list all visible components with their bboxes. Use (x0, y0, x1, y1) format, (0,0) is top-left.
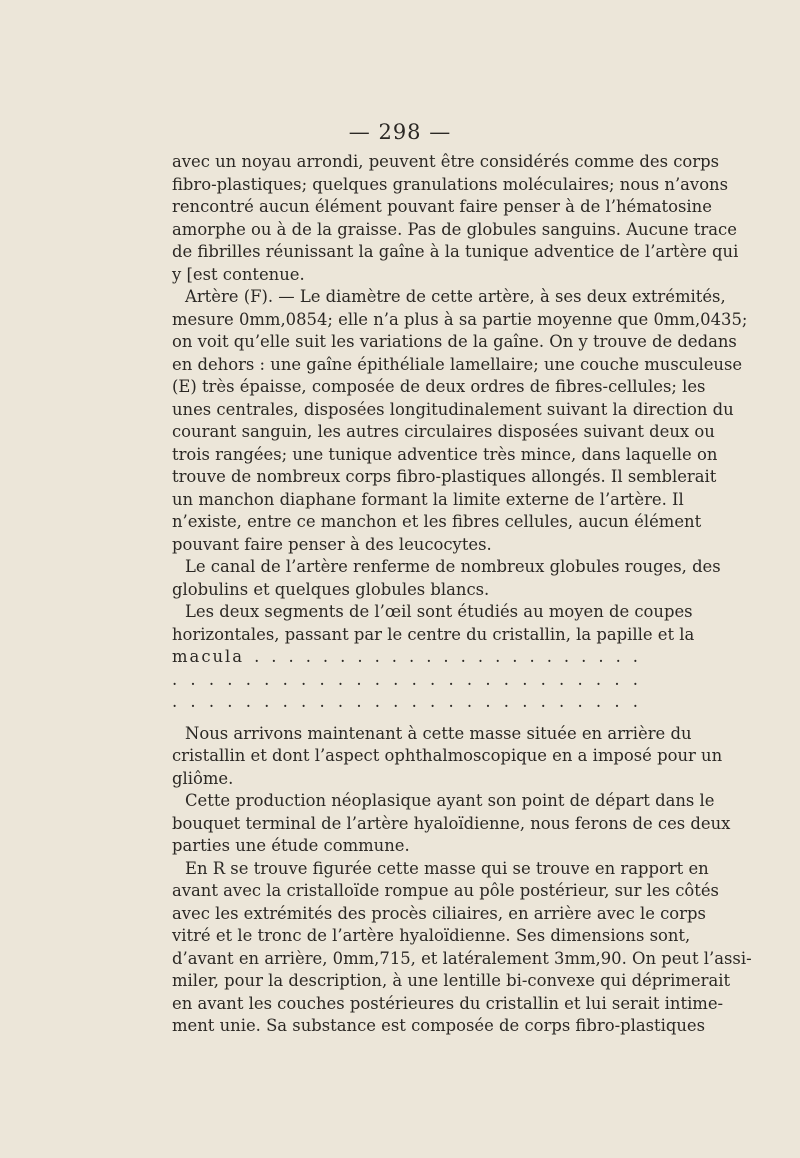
text-line: en avant les couches postérieures du cristallin et lui serait intime- (172, 993, 724, 1013)
text-line: macula . . . . . . . . . . . . . . . . . . . . . . . (172, 647, 640, 666)
text-line: pouvant faire penser à des leucocytes. (172, 534, 492, 554)
text-line: avant avec la cristalloïde rompue au pôle postérieur, sur les côtés (172, 881, 719, 900)
text-line: trois rangées; une tunique adventice très mince, dans laquelle on (172, 444, 718, 464)
text-line: trouve de nombreux corps fibro-plastiques allongés. Il semblerait (172, 467, 717, 486)
text-line: courant sanguin, les autres circulaires disposées suivant deux ou (172, 422, 715, 441)
text-line: en dehors : une gaîne épithéliale lamellaire; une couche musculeuse (172, 354, 743, 374)
text-line: unes centrales, disposées longitudinalement suivant la direction du (172, 399, 734, 419)
text-line: cristallin et dont l’aspect ophthalmoscopique en a imposé pour un (172, 746, 723, 765)
text-line: gliôme. (172, 768, 234, 788)
text-line: un manchon diaphane formant la limite externe de l’artère. Il (172, 489, 684, 509)
body-text (172, 151, 752, 1038)
text-line: d’avant en arrière, 0mm,715, et latéralement 3mm,90. On peut l’assi- (172, 948, 752, 968)
text-line: Le canal de l’artère renferme de nombreux globules rouges, des (185, 557, 721, 576)
text-line: n’existe, entre ce manchon et les fibres cellules, aucun élément (172, 512, 702, 531)
text-line: amorphe ou à de la graisse. Pas de globules sanguins. Aucune trace (172, 219, 737, 239)
text-line: rencontré aucun élément pouvant faire penser à de l’hématosine (172, 197, 712, 216)
text-line: bouquet terminal de l’artère hyaloïdienne, nous ferons de ces deux (172, 813, 731, 833)
page-number: — 298 — (348, 120, 452, 144)
text-line: parties une étude commune. (172, 836, 410, 855)
text-line: Cette production néoplasique ayant son point de départ dans le (185, 791, 715, 810)
text-line: mesure 0mm,0854; elle n’a plus à sa partie moyenne que 0mm,0435; (172, 309, 748, 329)
text-line: (E) très épaisse, composée de deux ordres de fibres-cellules; les (172, 377, 706, 396)
text-line: avec les extrémités des procès ciliaires, en arrière avec le corps (172, 903, 706, 923)
text-line: . . . . . . . . . . . . . . . . . . . . . . . . . . (172, 669, 640, 689)
text-line: horizontales, passant par le centre du cristallin, la papille et la (172, 624, 695, 644)
text-line: globulins et quelques globules blancs. (172, 579, 490, 599)
text-line: En R se trouve figurée cette masse qui se trouve en rapport en (185, 858, 709, 878)
text-line: vitré et le tronc de l’artère hyaloïdienne. Ses dimensions sont, (172, 926, 691, 945)
text-line: avec un noyau arrondi, peuvent être considérés comme des corps (172, 152, 720, 171)
text-line: y [est contenue. (172, 264, 305, 284)
text-line: fibro-plastiques; quelques granulations moléculaires; nous n’avons (172, 174, 729, 194)
text-line: on voit qu’elle suit les variations de la gaîne. On y trouve de dedans (172, 332, 737, 351)
text-line: . . . . . . . . . . . . . . . . . . . . . . . . . . (172, 692, 640, 711)
text-line: Les deux segments de l’œil sont étudiés au moyen de coupes (185, 602, 693, 621)
text-line: miler, pour la description, à une lentille bi-convexe qui déprimerait (172, 971, 731, 990)
text-line: ment unie. Sa substance est composée de corps fibro-plastiques (172, 1016, 706, 1035)
text-line: Nous arrivons maintenant à cette masse située en arrière du (185, 723, 692, 743)
text-line: Artère (F). — Le diamètre de cette artère, à ses deux extrémités, (185, 287, 726, 306)
text-line: de fibrilles réunissant la gaîne à la tunique adventice de l’artère qui (172, 242, 739, 261)
